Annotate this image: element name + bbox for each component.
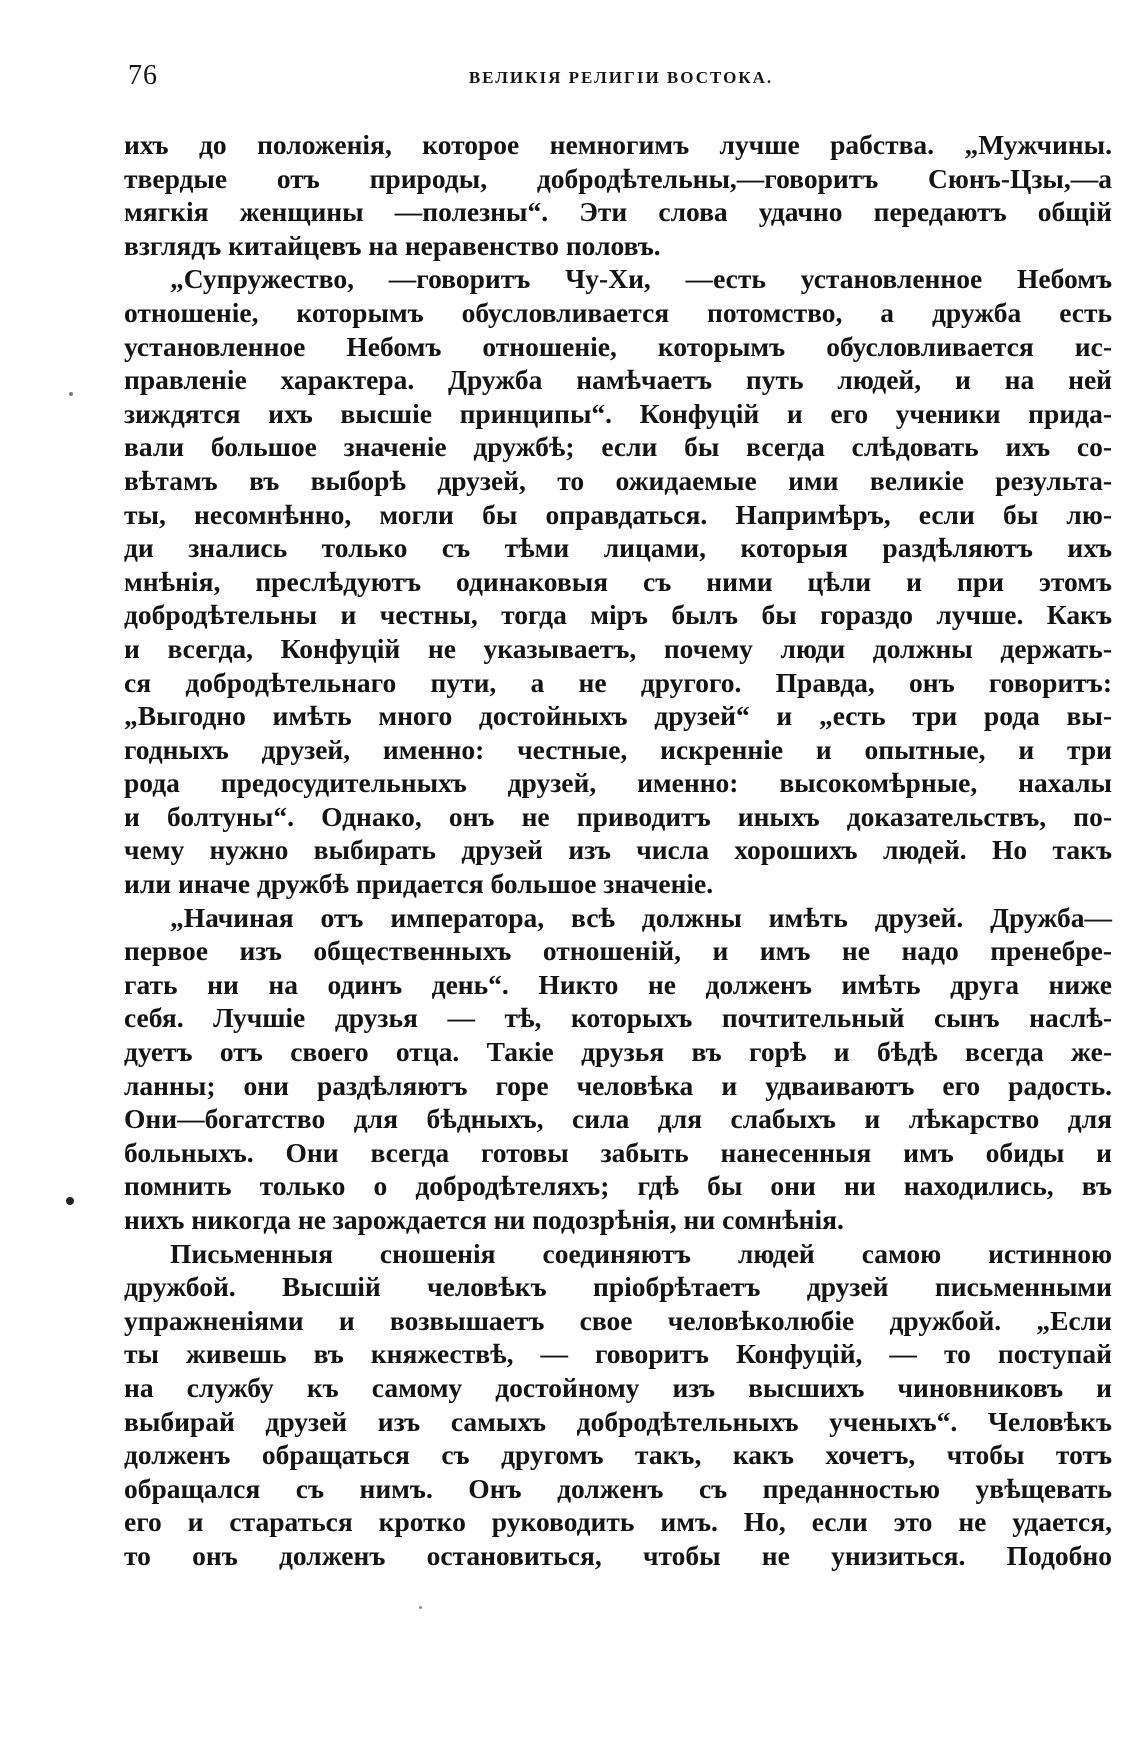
page-number: 76 [128, 60, 158, 91]
text-line: и всегда, Конфуцій не указываетъ, почему люди должны держать- [124, 632, 1112, 664]
text-line: годныхъ друзей, именно: честные, искренніе и опытные, и три [124, 733, 1112, 765]
text-line: ты, несомнѣнно, могли бы оправдаться. Напримѣръ, если бы лю- [124, 498, 1112, 530]
text-line: первое изъ общественныхъ отношеній, и имъ не надо пренебре- [124, 935, 1112, 967]
text-line: ланны; они раздѣляютъ горе человѣка и удваиваютъ его радость. [124, 1069, 1112, 1101]
text-line: ихъ до положенія, которое немногимъ лучше рабства. „Мужчины. [124, 129, 1112, 160]
text-line: обращался съ нимъ. Онъ долженъ съ преданностью увѣщевать [124, 1472, 1112, 1504]
text-line: долженъ обращаться съ другомъ такъ, какъ хочетъ, чтобы тотъ [124, 1439, 1112, 1471]
print-speck [69, 392, 73, 396]
print-speck [419, 1606, 422, 1609]
text-line: чему нужно выбирать друзей изъ числа хорошихъ людей. Но такъ [124, 834, 1112, 866]
text-line: зиждятся ихъ высшіе принципы“. Конфуцій и его ученики прида- [124, 397, 1112, 429]
text-line: или иначе дружбѣ придается большое значеніе. [124, 868, 714, 900]
text-line: „Выгодно имѣть много достойныхъ друзей“ и „есть три рода вы- [124, 700, 1112, 732]
text-line: его и стараться кротко руководить имъ. Но, если это не удается, [124, 1506, 1112, 1538]
text-line: себя. Лучшіе друзья — тѣ, которыхъ почтительный сынъ наслѣ- [124, 1002, 1112, 1034]
text-line: дуетъ отъ своего отца. Такіе друзья въ горѣ и бѣдѣ всегда же- [124, 1036, 1112, 1068]
print-speck [66, 1197, 74, 1205]
text-line: правленіе характера. Дружба намѣчаетъ путь людей, и на ней [124, 364, 1112, 396]
text-line: вали большое значеніе дружбѣ; если бы всегда слѣдовать ихъ со- [124, 431, 1112, 463]
text-line: „Начиная отъ императора, всѣ должны имѣть друзей. Дружба— [170, 901, 1112, 933]
text-line: на службу къ самому достойному изъ высшихъ чиновниковъ и [124, 1371, 1112, 1403]
page-header [128, 60, 1114, 90]
text-line: отношеніе, которымъ обусловливается потомство, а дружба есть [124, 296, 1112, 328]
text-line: дружбой. Высшій человѣкъ пріобрѣтаетъ друзей письменными [124, 1271, 1112, 1303]
text-line: мягкія женщины —полезны“. Эти слова удачно передаютъ общій [124, 196, 1112, 228]
text-line: упражненіями и возвышаетъ свое человѣколюбіе дружбой. „Если [124, 1304, 1112, 1336]
text-line: добродѣтельны и честны, тогда міръ былъ бы гораздо лучше. Какъ [124, 599, 1112, 631]
text-line: Они—богатство для бѣдныхъ, сила для слабыхъ и лѣкарство для [124, 1103, 1112, 1135]
text-line: „Супружество, —говоритъ Чу-Хи, —есть установленное Небомъ [170, 263, 1112, 295]
text-line: больныхъ. Они всегда готовы забыть нанесенныя имъ обиды и [124, 1136, 1112, 1168]
text-line: ты живешь въ княжествѣ, — говоритъ Конфуцій, — то поступай [124, 1338, 1112, 1370]
text-line: ди знались только съ тѣми лицами, которыя раздѣляютъ ихъ [124, 532, 1112, 564]
text-line: мнѣнія, преслѣдуютъ одинаковыя съ ними цѣли и при этомъ [124, 565, 1112, 597]
text-line: выбирай друзей изъ самыхъ добродѣтельныхъ ученыхъ“. Человѣкъ [124, 1405, 1112, 1437]
text-line: помнить только о добродѣтеляхъ; гдѣ бы они ни находились, въ [124, 1170, 1112, 1202]
text-line: ся добродѣтельнаго пути, а не другого. Правда, онъ говоритъ: [124, 666, 1112, 698]
text-line: Письменныя сношенія соединяютъ людей самою истинною [170, 1237, 1112, 1269]
text-line: рода предосудительныхъ друзей, именно: высокомѣрные, нахалы [124, 767, 1112, 799]
text-line: нихъ никогда не зарождается ни подозрѣнія, ни сомнѣнія. [124, 1204, 844, 1235]
text-line: гать ни на одинъ день“. Никто не долженъ имѣть друга ниже [124, 968, 1112, 1000]
text-line: установленное Небомъ отношеніе, которымъ обусловливается ис- [124, 330, 1112, 362]
text-line: то онъ долженъ остановиться, чтобы не унизиться. Подобно [124, 1539, 1112, 1571]
running-title: ВЕЛИКІЯ РЕЛИГІИ ВОСТОКА. [468, 68, 774, 87]
text-line: твердые отъ природы, добродѣтельны,—говоритъ Сюнъ-Цзы,—а [124, 162, 1112, 194]
text-line: взглядъ китайцевъ на неравенство половъ. [124, 229, 661, 261]
text-line: и болтуны“. Однако, онъ не приводитъ иныхъ доказательствъ, по- [124, 800, 1112, 832]
text-line: вѣтамъ въ выборѣ друзей, то ожидаемые ими великіе результа- [124, 464, 1112, 496]
body-text [124, 128, 1112, 1573]
